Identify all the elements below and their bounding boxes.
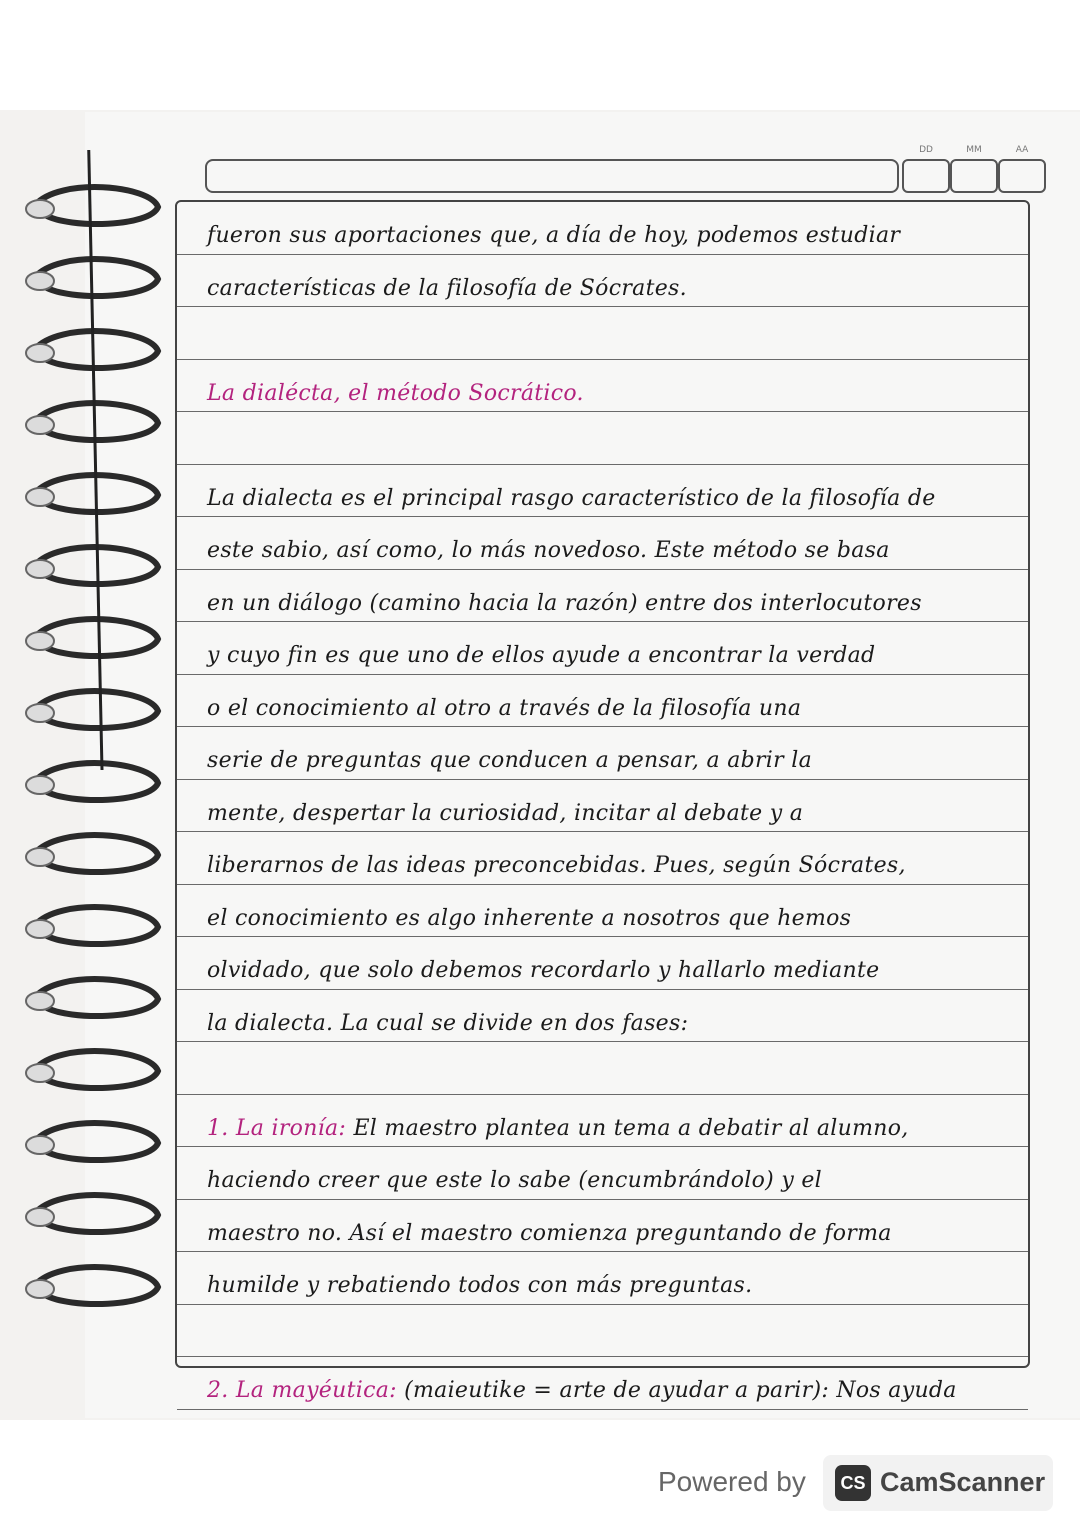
powered-by-text: Powered by — [658, 1466, 806, 1497]
binding-hole-icon — [26, 920, 54, 938]
binding-hole-icon — [26, 560, 54, 578]
binding-hole-icon — [26, 1136, 54, 1154]
handwritten-text: este sabio, así como, lo más novedoso. Este método se basa — [207, 538, 890, 563]
binding-hole-icon — [26, 1280, 54, 1298]
notebook-line — [177, 465, 1028, 517]
ruled-line — [177, 1409, 1028, 1410]
binding-hole-icon — [26, 200, 54, 218]
handwritten-text: La dialecta es el principal rasgo característico de la filosofía de — [207, 485, 936, 511]
binding-hole-icon — [26, 488, 54, 506]
binding-hole-icon — [26, 992, 54, 1010]
notebook-line — [177, 412, 1028, 464]
year-label: AA — [1015, 145, 1029, 155]
spiral-binding-icon — [0, 150, 175, 1350]
notebook-line — [177, 1357, 1028, 1409]
handwritten-text: olvidado, que solo debemos recordarlo y hallarlo mediante — [207, 958, 880, 983]
binding-hole-icon — [26, 704, 54, 722]
month-box[interactable] — [950, 145, 998, 193]
notebook-line — [177, 1095, 1028, 1147]
binding-hole-icon — [26, 848, 54, 866]
notebook-line — [177, 307, 1028, 359]
handwritten-text — [207, 1378, 957, 1403]
handwritten-text: mente, despertar la curiosidad, incitar al debate y a — [207, 800, 804, 826]
handwritten-text: maestro no. Así el maestro comienza preguntando de forma — [207, 1220, 892, 1246]
handwritten-text: y cuyo fin es que uno de ellos ayude a encontrar la verdad — [207, 643, 876, 668]
binding-hole-icon — [26, 1064, 54, 1082]
notebook-line — [177, 937, 1028, 989]
camscanner-brand-name: CamScanner — [880, 1467, 1046, 1497]
handwritten-text: características de la filosofía de Sócrates. — [207, 275, 687, 301]
handwritten-text: serie de preguntas que conducen a pensar, a abrir la — [207, 748, 813, 773]
notebook-line — [177, 255, 1028, 307]
notebook-line — [177, 202, 1028, 254]
handwritten-text: fueron sus aportaciones que, a día de hoy, podemos estudiar — [207, 223, 901, 248]
title-box[interactable] — [205, 159, 899, 193]
section-text: El maestro plantea un tema a debatir al alumno, — [353, 1115, 909, 1141]
handwritten-text: La dialécta, el método Socrático. — [207, 380, 584, 406]
notebook-line — [177, 517, 1028, 569]
handwritten-text: humilde y rebatiendo todos con más preguntas. — [207, 1273, 753, 1298]
handwritten-text: liberarnos de las ideas preconcebidas. Pues, según Sócrates, — [207, 853, 906, 878]
notebook-line — [177, 1252, 1028, 1304]
binding-hole-icon — [26, 344, 54, 362]
notebook-line — [177, 1305, 1028, 1357]
notebook-line — [177, 1200, 1028, 1252]
notebook-line — [177, 990, 1028, 1042]
handwritten-text: o el conocimiento al otro a través de la filosofía una — [207, 695, 802, 721]
notebook-line — [177, 675, 1028, 727]
notebook-line — [177, 832, 1028, 884]
scanner-footer — [0, 1440, 1080, 1528]
notebook-line — [177, 780, 1028, 832]
binding-hole-icon — [26, 416, 54, 434]
camscanner-badge — [823, 1455, 1053, 1511]
binding-hole-icon — [26, 632, 54, 650]
notebook-line — [177, 727, 1028, 779]
date-header — [205, 145, 1045, 194]
binding-hole-icon — [26, 1208, 54, 1226]
notebook-line — [177, 360, 1028, 412]
notebook-line — [177, 885, 1028, 937]
section-text: (maieutike = arte de ayudar a parir): Nos ayuda — [404, 1378, 957, 1403]
lined-sheet — [175, 200, 1030, 1403]
handwritten-text: haciendo creer que este lo sabe (encumbrándolo) y el — [207, 1168, 823, 1193]
binding-hole-icon — [26, 776, 54, 794]
section-number: 1. La ironía: — [207, 1115, 347, 1141]
notebook-line — [177, 1042, 1028, 1094]
handwritten-text: en un diálogo (camino hacia la razón) entre dos interlocutores — [207, 590, 922, 616]
notebook-line — [177, 622, 1028, 674]
month-label: MM — [966, 145, 982, 155]
binding-hole-icon — [26, 272, 54, 290]
handwritten-text — [207, 1116, 909, 1141]
day-box[interactable] — [902, 145, 950, 193]
handwritten-text: la dialecta. La cual se divide en dos fases: — [207, 1010, 689, 1036]
handwritten-text: el conocimiento es algo inherente a nosotros que hemos — [207, 905, 852, 931]
day-label: DD — [919, 145, 933, 155]
notebook-line — [177, 570, 1028, 622]
notebook-line — [177, 1147, 1028, 1199]
section-number: 2. La mayéutica: — [207, 1378, 397, 1403]
year-box[interactable] — [998, 145, 1046, 193]
camscanner-logo-icon: CS — [835, 1465, 871, 1501]
